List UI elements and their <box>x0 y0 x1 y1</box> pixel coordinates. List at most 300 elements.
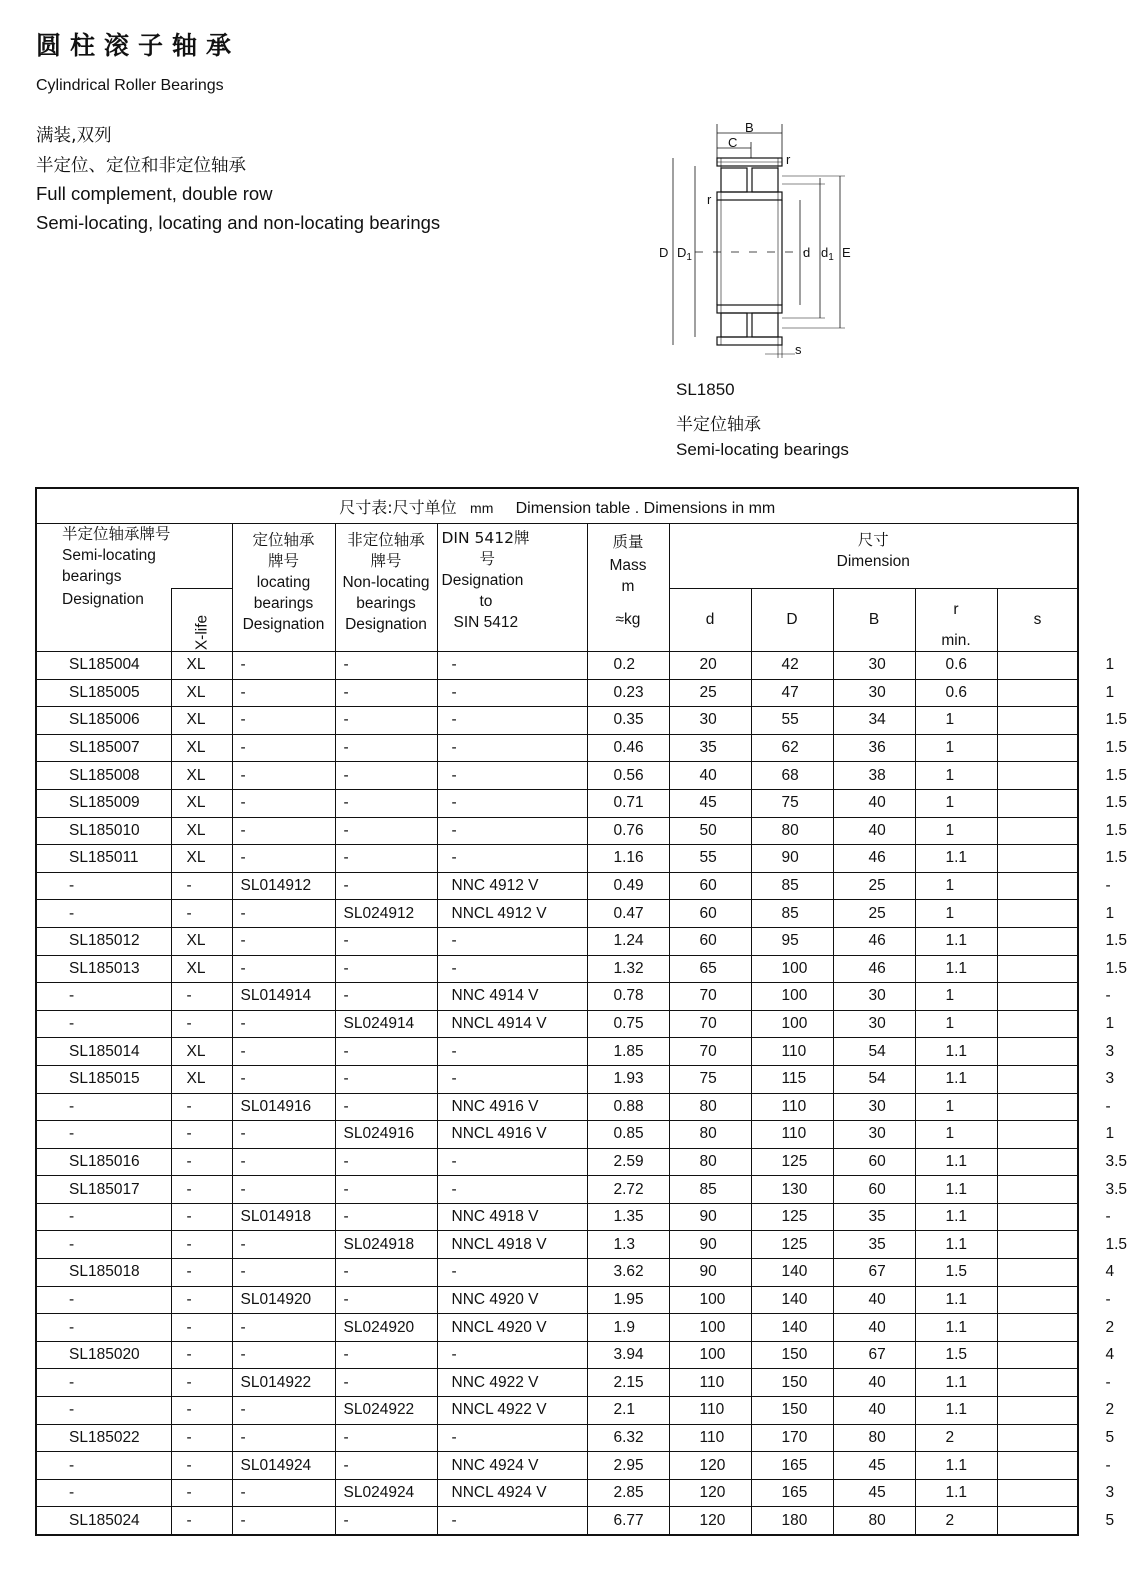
cell-mass: 0.76 <box>587 817 669 845</box>
table-row <box>36 707 1078 735</box>
cell-dim-s: - <box>997 1286 1078 1314</box>
cell-non-locating-designation: - <box>335 983 437 1011</box>
cell-dim-D: 100 <box>751 1010 833 1038</box>
cell-dim-D: 90 <box>751 845 833 873</box>
cell-dim-D: 125 <box>751 1148 833 1176</box>
dim-label-E: E <box>842 245 851 260</box>
cell-xlife: XL <box>171 927 232 955</box>
cell-mass: 0.49 <box>587 872 669 900</box>
cell-dim-d: 80 <box>669 1093 751 1121</box>
cell-dim-d: 120 <box>669 1507 751 1535</box>
cell-semi-locating-designation: SL185022 <box>36 1424 171 1452</box>
cell-dim-r: 1.1 <box>915 1286 997 1314</box>
cell-mass: 1.9 <box>587 1314 669 1342</box>
cell-locating-designation: - <box>232 679 335 707</box>
cell-dim-d: 70 <box>669 1010 751 1038</box>
cell-mass: 1.24 <box>587 927 669 955</box>
cell-dim-r: 1.5 <box>915 1341 997 1369</box>
cell-xlife: - <box>171 1231 232 1259</box>
cell-semi-locating-designation: - <box>36 1452 171 1480</box>
cell-locating-designation: - <box>232 927 335 955</box>
cell-dim-D: 140 <box>751 1314 833 1342</box>
cell-non-locating-designation: - <box>335 1369 437 1397</box>
cell-dim-s: 3.5 <box>997 1148 1078 1176</box>
cell-dim-d: 30 <box>669 707 751 735</box>
cell-non-locating-designation: - <box>335 817 437 845</box>
cell-dim-r: 1.1 <box>915 1148 997 1176</box>
cell-dim-B: 54 <box>833 1038 915 1066</box>
cell-locating-designation: SL014924 <box>232 1452 335 1480</box>
cell-non-locating-designation: - <box>335 762 437 790</box>
cell-dim-d: 110 <box>669 1424 751 1452</box>
cell-dim-s: 1.5 <box>997 955 1078 983</box>
cell-non-locating-designation: - <box>335 1176 437 1204</box>
cell-din-designation: NNCL 4916 V <box>437 1121 587 1149</box>
cell-xlife: - <box>171 1093 232 1121</box>
cell-xlife: - <box>171 900 232 928</box>
table-row <box>36 1231 1078 1259</box>
table-row <box>36 1203 1078 1231</box>
cell-mass: 1.35 <box>587 1203 669 1231</box>
header-mass <box>587 524 669 652</box>
cell-dim-B: 54 <box>833 1065 915 1093</box>
cell-dim-B: 30 <box>833 1121 915 1149</box>
cell-semi-locating-designation: - <box>36 1203 171 1231</box>
cell-locating-designation: - <box>232 1507 335 1535</box>
cell-dim-D: 140 <box>751 1286 833 1314</box>
cell-din-designation: - <box>437 927 587 955</box>
cell-mass: 0.23 <box>587 679 669 707</box>
table-row <box>36 1065 1078 1093</box>
header-dimension <box>669 524 1078 589</box>
cell-din-designation: NNCL 4914 V <box>437 1010 587 1038</box>
dim-label-r-inner: r <box>707 192 712 207</box>
cell-mass: 3.94 <box>587 1341 669 1369</box>
header-nonloc-cn1: 非定位轴承 <box>347 531 425 549</box>
cell-dim-r: 1.1 <box>915 1369 997 1397</box>
header-dim-en: Dimension <box>836 553 910 570</box>
cell-xlife: XL <box>171 734 232 762</box>
cell-dim-B: 80 <box>833 1424 915 1452</box>
cell-locating-designation: - <box>232 1259 335 1287</box>
cell-dim-B: 40 <box>833 1397 915 1425</box>
cell-non-locating-designation: - <box>335 1038 437 1066</box>
dim-label-D: D <box>659 245 669 260</box>
cell-dim-d: 60 <box>669 927 751 955</box>
cell-dim-B: 40 <box>833 1314 915 1342</box>
cell-non-locating-designation: - <box>335 1507 437 1535</box>
cell-locating-designation: SL014912 <box>232 872 335 900</box>
cell-dim-d: 25 <box>669 679 751 707</box>
cell-locating-designation: SL014916 <box>232 1093 335 1121</box>
cell-dim-d: 50 <box>669 817 751 845</box>
cell-locating-designation: SL014920 <box>232 1286 335 1314</box>
cell-dim-d: 100 <box>669 1286 751 1314</box>
cell-dim-s: - <box>997 1203 1078 1231</box>
cell-dim-s: 5 <box>997 1507 1078 1535</box>
header-mass-cn: 质量 <box>612 533 644 551</box>
cell-dim-s: 1 <box>997 652 1078 680</box>
cell-non-locating-designation: - <box>335 955 437 983</box>
cell-mass: 0.2 <box>587 652 669 680</box>
cell-xlife: - <box>171 1479 232 1507</box>
cell-dim-r: 1 <box>915 900 997 928</box>
table-row <box>36 1369 1078 1397</box>
cell-dim-r: 1.1 <box>915 1452 997 1480</box>
cell-dim-r: 1.1 <box>915 1397 997 1425</box>
table-caption-cn: 尺寸表:尺寸单位 <box>339 497 457 517</box>
cell-dim-r: 2 <box>915 1507 997 1535</box>
cell-non-locating-designation: - <box>335 1259 437 1287</box>
cell-dim-r: 1.1 <box>915 845 997 873</box>
cell-dim-B: 35 <box>833 1231 915 1259</box>
cell-dim-d: 120 <box>669 1452 751 1480</box>
cell-dim-D: 110 <box>751 1121 833 1149</box>
cell-mass: 3.62 <box>587 1259 669 1287</box>
header-s: s <box>997 589 1078 652</box>
header-semi-en1: Semi-locating <box>62 547 156 564</box>
cell-dim-B: 40 <box>833 817 915 845</box>
page-title-cn: 圆柱滚子轴承 <box>36 31 241 60</box>
table-row <box>36 817 1078 845</box>
header-semi-en3: Designation <box>62 590 144 608</box>
cell-mass: 0.71 <box>587 789 669 817</box>
cell-dim-s: - <box>997 872 1078 900</box>
subtitle-type-cn: 满装,双列 <box>36 126 112 146</box>
figure-caption-cn: 半定位轴承 <box>676 415 761 435</box>
cell-dim-d: 55 <box>669 845 751 873</box>
table-row <box>36 1121 1078 1149</box>
dim-label-D1-sub: 1 <box>686 252 692 263</box>
cell-mass: 0.35 <box>587 707 669 735</box>
header-loc-en1: locating <box>256 574 311 591</box>
cell-dim-B: 35 <box>833 1203 915 1231</box>
cell-dim-d: 110 <box>669 1397 751 1425</box>
cell-semi-locating-designation: SL185005 <box>36 679 171 707</box>
cell-xlife: - <box>171 1286 232 1314</box>
cell-xlife: - <box>171 1314 232 1342</box>
cell-dim-B: 30 <box>833 983 915 1011</box>
cell-dim-d: 45 <box>669 789 751 817</box>
cell-din-designation: - <box>437 817 587 845</box>
cell-dim-r: 1 <box>915 872 997 900</box>
cell-dim-r: 1.1 <box>915 955 997 983</box>
cell-din-designation: NNC 4916 V <box>437 1093 587 1121</box>
cell-dim-B: 80 <box>833 1507 915 1535</box>
cell-xlife: - <box>171 1010 232 1038</box>
table-row <box>36 1093 1078 1121</box>
cell-dim-B: 38 <box>833 762 915 790</box>
header-semi-locating <box>36 524 232 589</box>
cell-dim-s: 2 <box>997 1314 1078 1342</box>
cell-mass: 2.85 <box>587 1479 669 1507</box>
cell-dim-B: 67 <box>833 1341 915 1369</box>
header-d: d <box>669 589 751 652</box>
header-semi-en2: bearings <box>62 568 122 585</box>
header-semi-cn: 半定位轴承牌号 <box>62 525 171 543</box>
dim-label-d: d <box>803 245 811 260</box>
cell-dim-D: 125 <box>751 1231 833 1259</box>
dim-label-B: B <box>745 120 754 135</box>
cell-dim-B: 25 <box>833 900 915 928</box>
cell-dim-B: 60 <box>833 1176 915 1204</box>
subtitle-type-en: Full complement, double row <box>36 183 273 204</box>
header-locating <box>232 524 335 652</box>
cell-mass: 1.32 <box>587 955 669 983</box>
cell-dim-s: 2 <box>997 1397 1078 1425</box>
header-semi-designation <box>36 589 171 652</box>
cell-semi-locating-designation: - <box>36 1397 171 1425</box>
header-loc-en3: Designation <box>242 616 325 633</box>
cell-din-designation: - <box>437 679 587 707</box>
cell-dim-D: 55 <box>751 707 833 735</box>
cell-dim-D: 130 <box>751 1176 833 1204</box>
cell-xlife: XL <box>171 1038 232 1066</box>
cell-semi-locating-designation: - <box>36 1286 171 1314</box>
cell-dim-s: 1.5 <box>997 789 1078 817</box>
cell-dim-s: - <box>997 983 1078 1011</box>
cell-dim-D: 75 <box>751 789 833 817</box>
table-row <box>36 734 1078 762</box>
cell-locating-designation: SL014922 <box>232 1369 335 1397</box>
cell-din-designation: NNC 4922 V <box>437 1369 587 1397</box>
cell-dim-B: 40 <box>833 789 915 817</box>
header-loc-cn2: 牌号 <box>267 552 299 570</box>
header-mass-unit: ≈kg <box>615 611 641 628</box>
figure-caption-en: Semi-locating bearings <box>676 440 849 459</box>
cell-mass: 0.85 <box>587 1121 669 1149</box>
cell-dim-r: 1.1 <box>915 1176 997 1204</box>
cell-dim-B: 46 <box>833 845 915 873</box>
cell-mass: 1.85 <box>587 1038 669 1066</box>
cell-dim-s: - <box>997 1093 1078 1121</box>
cell-mass: 0.75 <box>587 1010 669 1038</box>
cell-din-designation: NNC 4914 V <box>437 983 587 1011</box>
cell-xlife: - <box>171 1121 232 1149</box>
cell-dim-r: 1.1 <box>915 1203 997 1231</box>
cell-mass: 1.93 <box>587 1065 669 1093</box>
cell-dim-s: 4 <box>997 1341 1078 1369</box>
cell-locating-designation: - <box>232 707 335 735</box>
cell-locating-designation: - <box>232 845 335 873</box>
figure-caption-model: SL1850 <box>676 380 735 399</box>
cell-semi-locating-designation: SL185007 <box>36 734 171 762</box>
header-r-min: min. <box>941 632 971 649</box>
cell-locating-designation: - <box>232 1479 335 1507</box>
cell-semi-locating-designation: - <box>36 1231 171 1259</box>
table-row <box>36 1424 1078 1452</box>
cell-dim-d: 60 <box>669 872 751 900</box>
cell-dim-B: 30 <box>833 1010 915 1038</box>
cell-din-designation: - <box>437 1259 587 1287</box>
table-row <box>36 1010 1078 1038</box>
cell-dim-s: 1 <box>997 900 1078 928</box>
subtitle-locating-en: Semi-locating, locating and non-locating bearings <box>36 212 441 233</box>
cell-dim-d: 85 <box>669 1176 751 1204</box>
cell-dim-D: 150 <box>751 1369 833 1397</box>
cell-locating-designation: - <box>232 1341 335 1369</box>
cell-non-locating-designation: - <box>335 845 437 873</box>
table-row <box>36 1176 1078 1204</box>
cell-din-designation: - <box>437 1341 587 1369</box>
cell-mass: 2.15 <box>587 1369 669 1397</box>
header-B: B <box>833 589 915 652</box>
table-row <box>36 955 1078 983</box>
cell-semi-locating-designation: - <box>36 1093 171 1121</box>
cell-dim-D: 85 <box>751 872 833 900</box>
cell-dim-s: 1 <box>997 679 1078 707</box>
cell-locating-designation: - <box>232 1397 335 1425</box>
cell-dim-r: 1.1 <box>915 1231 997 1259</box>
cell-dim-B: 25 <box>833 872 915 900</box>
cell-dim-D: 68 <box>751 762 833 790</box>
cell-xlife: XL <box>171 955 232 983</box>
cell-dim-d: 70 <box>669 1038 751 1066</box>
table-row <box>36 789 1078 817</box>
cell-dim-r: 1.1 <box>915 927 997 955</box>
cell-non-locating-designation: - <box>335 652 437 680</box>
cell-dim-d: 80 <box>669 1148 751 1176</box>
cell-mass: 0.78 <box>587 983 669 1011</box>
dim-label-s: s <box>795 342 802 357</box>
cell-xlife: - <box>171 983 232 1011</box>
cell-dim-D: 100 <box>751 955 833 983</box>
cell-semi-locating-designation: SL185020 <box>36 1341 171 1369</box>
cell-non-locating-designation: SL024920 <box>335 1314 437 1342</box>
cell-dim-D: 47 <box>751 679 833 707</box>
cell-semi-locating-designation: - <box>36 900 171 928</box>
cell-dim-s: 3.5 <box>997 1176 1078 1204</box>
cell-locating-designation: - <box>232 900 335 928</box>
table-caption-en: Dimension table . Dimensions in mm <box>515 499 776 517</box>
cell-non-locating-designation: SL024916 <box>335 1121 437 1149</box>
table-row <box>36 1038 1078 1066</box>
cell-dim-B: 67 <box>833 1259 915 1287</box>
cell-non-locating-designation: SL024922 <box>335 1397 437 1425</box>
cell-non-locating-designation: - <box>335 707 437 735</box>
table-row <box>36 1452 1078 1480</box>
cell-din-designation: - <box>437 734 587 762</box>
cell-dim-D: 62 <box>751 734 833 762</box>
cell-xlife: - <box>171 1507 232 1535</box>
cell-din-designation: - <box>437 1176 587 1204</box>
table-body <box>36 652 1127 1536</box>
cell-mass: 2.1 <box>587 1397 669 1425</box>
cell-dim-r: 1.1 <box>915 1065 997 1093</box>
table-caption-unit: mm <box>470 499 494 516</box>
cell-semi-locating-designation: - <box>36 1369 171 1397</box>
cell-locating-designation: - <box>232 1176 335 1204</box>
header-din <box>437 524 587 652</box>
cell-locating-designation: - <box>232 1010 335 1038</box>
table-row <box>36 900 1078 928</box>
table-row <box>36 872 1078 900</box>
cell-dim-D: 150 <box>751 1341 833 1369</box>
cell-xlife: - <box>171 1148 232 1176</box>
cell-din-designation: NNCL 4924 V <box>437 1479 587 1507</box>
cell-dim-r: 1 <box>915 1010 997 1038</box>
cell-dim-D: 180 <box>751 1507 833 1535</box>
cell-semi-locating-designation: SL185004 <box>36 652 171 680</box>
cell-din-designation: NNC 4918 V <box>437 1203 587 1231</box>
cell-din-designation: - <box>437 845 587 873</box>
cell-semi-locating-designation: - <box>36 872 171 900</box>
header-nonloc-en2: bearings <box>356 595 416 612</box>
cell-din-designation: NNCL 4920 V <box>437 1314 587 1342</box>
cell-non-locating-designation: SL024918 <box>335 1231 437 1259</box>
cell-semi-locating-designation: - <box>36 1121 171 1149</box>
cell-xlife: - <box>171 872 232 900</box>
cell-non-locating-designation: - <box>335 789 437 817</box>
cell-dim-r: 0.6 <box>915 679 997 707</box>
cell-xlife: - <box>171 1424 232 1452</box>
cell-dim-r: 1 <box>915 983 997 1011</box>
cell-semi-locating-designation: SL185008 <box>36 762 171 790</box>
cell-dim-B: 30 <box>833 679 915 707</box>
cell-dim-s: 5 <box>997 1424 1078 1452</box>
cell-semi-locating-designation: SL185017 <box>36 1176 171 1204</box>
cell-semi-locating-designation: - <box>36 1010 171 1038</box>
cell-dim-d: 100 <box>669 1314 751 1342</box>
cell-dim-D: 95 <box>751 927 833 955</box>
table-row <box>36 983 1078 1011</box>
table-row <box>36 1148 1078 1176</box>
cell-locating-designation: SL014918 <box>232 1203 335 1231</box>
cell-dim-D: 110 <box>751 1038 833 1066</box>
cell-dim-d: 65 <box>669 955 751 983</box>
cell-dim-r: 1 <box>915 817 997 845</box>
cell-dim-D: 165 <box>751 1479 833 1507</box>
cell-semi-locating-designation: SL185016 <box>36 1148 171 1176</box>
cell-dim-B: 40 <box>833 1369 915 1397</box>
cell-dim-d: 35 <box>669 734 751 762</box>
cell-dim-s: 1 <box>997 1010 1078 1038</box>
cell-dim-r: 1 <box>915 1093 997 1121</box>
table-row <box>36 1397 1078 1425</box>
cell-din-designation: NNCL 4922 V <box>437 1397 587 1425</box>
cell-dim-d: 120 <box>669 1479 751 1507</box>
cell-locating-designation: - <box>232 1121 335 1149</box>
header-nonloc-en1: Non-locating <box>342 574 430 591</box>
table-row <box>36 1286 1078 1314</box>
cell-semi-locating-designation: SL185009 <box>36 789 171 817</box>
cell-dim-D: 115 <box>751 1065 833 1093</box>
cell-din-designation: NNC 4920 V <box>437 1286 587 1314</box>
table-row <box>36 762 1078 790</box>
cell-dim-r: 1.1 <box>915 1314 997 1342</box>
dimension-table <box>35 487 1127 1536</box>
cell-mass: 0.47 <box>587 900 669 928</box>
cell-non-locating-designation: - <box>335 1424 437 1452</box>
cell-din-designation: - <box>437 955 587 983</box>
cell-non-locating-designation: - <box>335 927 437 955</box>
cell-dim-r: 1.1 <box>915 1038 997 1066</box>
header-mass-sym: m <box>621 578 635 595</box>
cell-dim-r: 1 <box>915 734 997 762</box>
cell-dim-d: 60 <box>669 900 751 928</box>
cell-mass: 0.56 <box>587 762 669 790</box>
table-row <box>36 1479 1078 1507</box>
cell-dim-s: 1.5 <box>997 762 1078 790</box>
cell-mass: 1.95 <box>587 1286 669 1314</box>
cell-xlife: - <box>171 1341 232 1369</box>
cell-dim-D: 80 <box>751 817 833 845</box>
cell-dim-s: 3 <box>997 1065 1078 1093</box>
cell-non-locating-designation: - <box>335 1341 437 1369</box>
svg-text:d1 <box>821 245 834 263</box>
header-non-locating <box>335 524 437 652</box>
cell-xlife: XL <box>171 652 232 680</box>
